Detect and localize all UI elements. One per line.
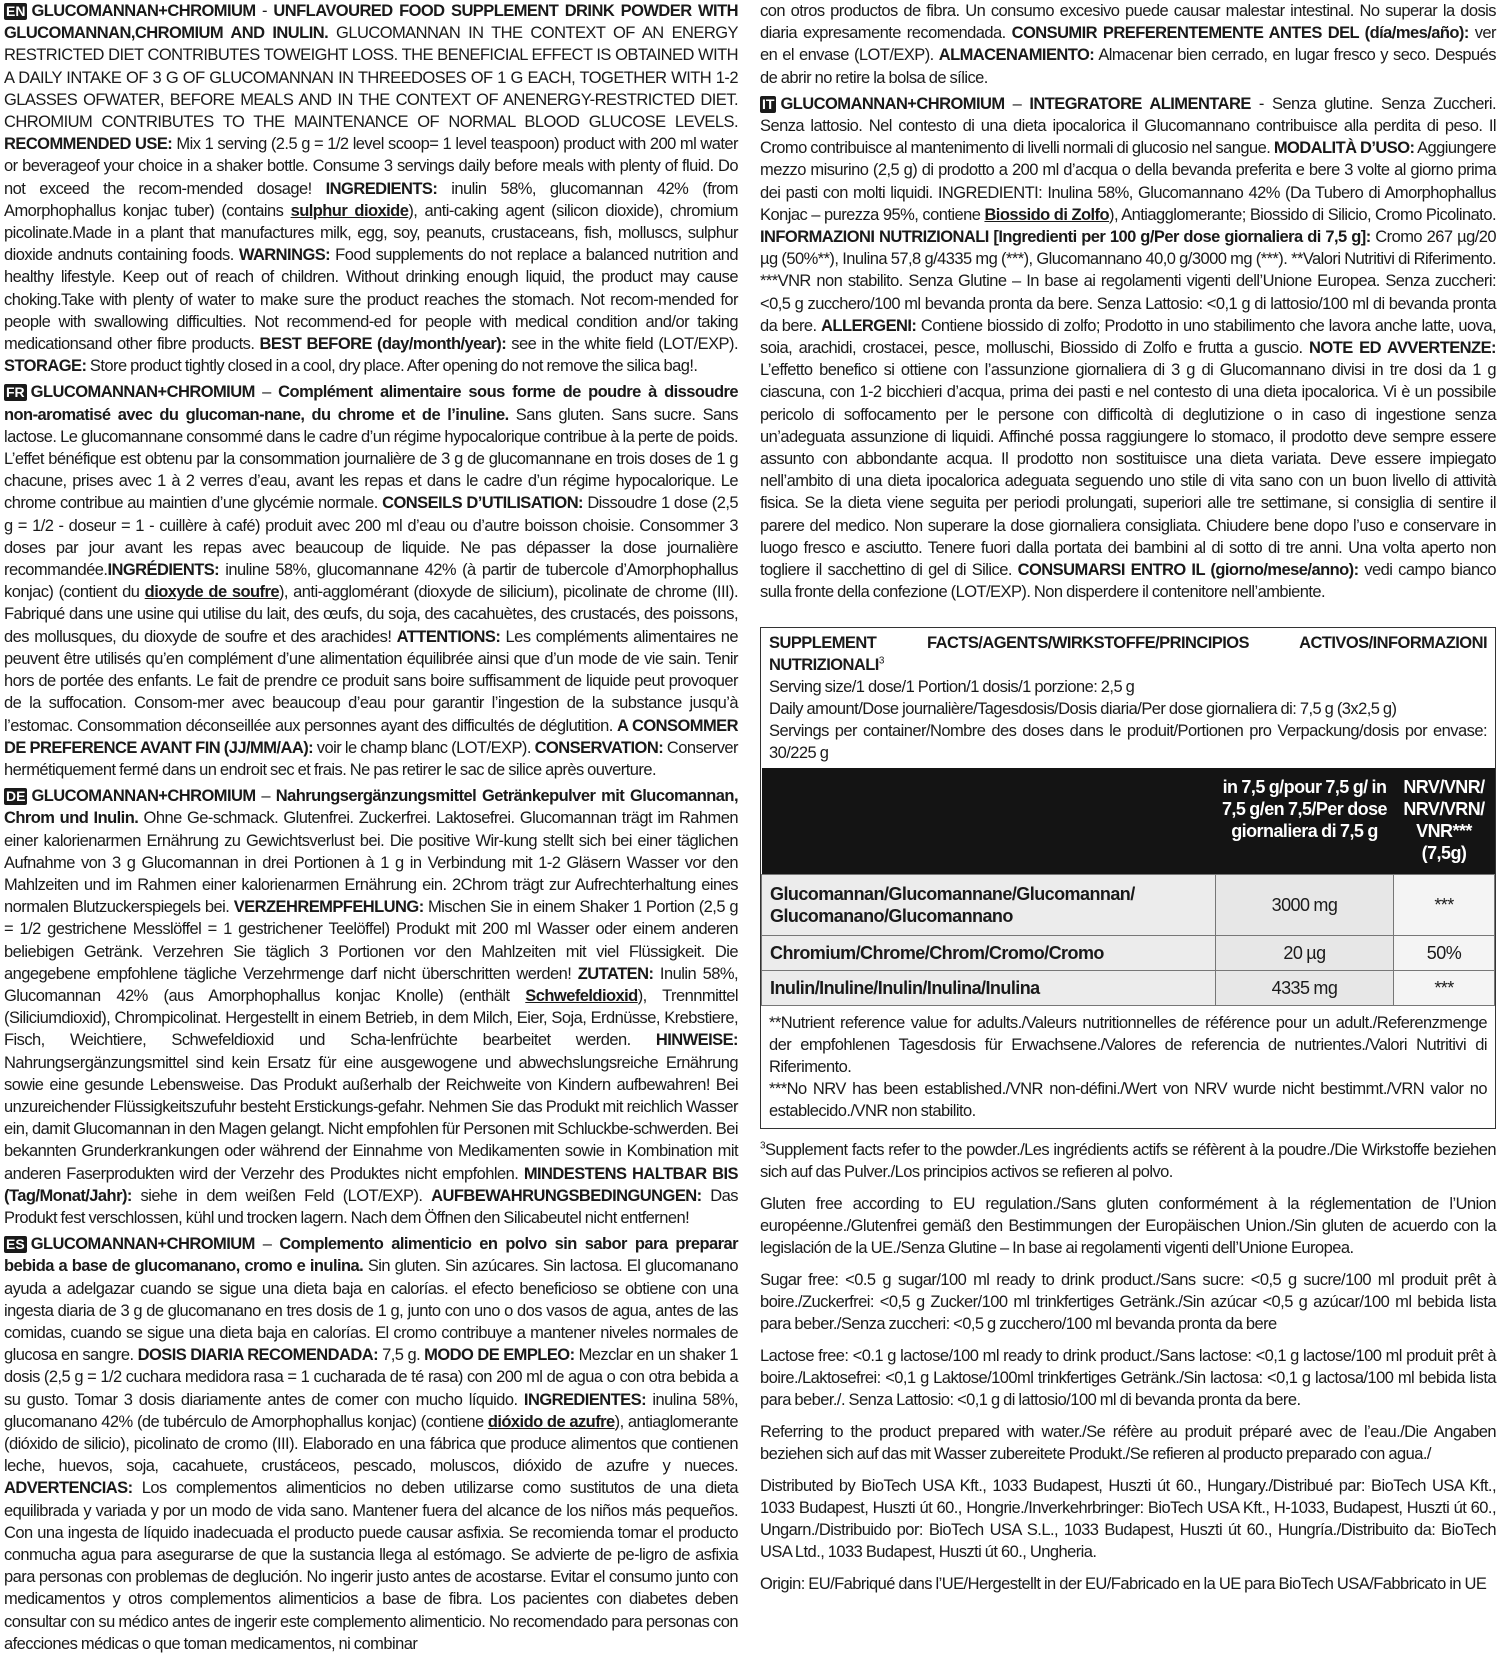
label-notes	[760, 1139, 1496, 1595]
it-heading: ALLERGENI:	[821, 316, 917, 335]
es-text: Mezclar en un shaker 1 dosis (2,5 g = 1/2 cuchara medidora rasa = 1 cucharada de té rasa) con 200 ml de agua o con otra bebida a su gusto. Tomar 3 dosis diariamente antes de comer con mucho líquido.	[4, 1346, 738, 1409]
fr-title: GLUCOMANNAN+CHROMIUM	[30, 383, 255, 402]
es-heading: DOSIS DIARIA RECOMENDADA:	[137, 1346, 379, 1365]
fr-text: inuline 58%, glucomannane 42% (à partir de tubercole d’Amorphophallus konjac) (contient du	[4, 561, 738, 602]
es-continued-paragraph	[760, 0, 1496, 89]
es-subtitle: Complemento alimenticio en polvo sin sabor para preparar bebida a base de glucomanano, cromo e inulina.	[4, 1235, 738, 1276]
ingredient-nrv: ***	[1394, 875, 1495, 936]
fr-text: Les compléments alimentaires ne peuvent être utilisés qu’en complément d’une alimentation équilibrée ainsi que d’un mode de vie sain. Tenir hors de portée des enfants. Le fait de prendre ce produit sans boire suffisamment de liquide peut provoquer de la suffocation. Consom-mer avec beaucoup d’eau pour garantir l’ingestion de la substance jusqu’à l’estomac. Consommation déconseillée aux personnes ayant des difficultés de déglutition.	[4, 627, 738, 735]
note-prepared-with-water: Referring to the product prepared with water./Se réfère au produit préparé avec de l’eau./Die Angaben beziehen sich auf das mit Wasser zubereitete Produkt./Se refieren al producto preparado con agua./	[760, 1423, 1496, 1464]
table-row	[762, 971, 1495, 1006]
en-allergen: sulphur dioxide	[290, 201, 409, 220]
fr-text: Sans gluten. Sans sucre. Sans lactose. Le glucomannane consommé dans le cadre d’un régime hypocalorique contribue à la perte de poids. L’effet bénéfique est obtenu par la consommation journalière de 3 g de glucomannane en trois doses de 1 g chacune, prises avec 1 à 2 verres d’eau, avant les repas et dans le cadre d’un régime hypocalorique. Le chrome contribue au maintien d’une glycémie normale.	[4, 405, 738, 513]
supplement-facts-box	[760, 627, 1496, 1129]
note-powder-text: Supplement facts refer to the powder./Les ingrédients actifs se réfèrent à la poudre./Die Wirkstoffe beziehen sich auf das Pulver./Los principios activos se refieren al polvo.	[760, 1141, 1496, 1182]
es-heading: ALMACENAMIENTO:	[938, 46, 1095, 65]
fr-heading: ATTENTIONS:	[396, 627, 501, 646]
it-text: Cromo 267 µg/20 µg (50%**), Inulina 57,8 g/4335 mg (***), Glucomannano 40,0 g/3000 mg (***). **Valori Nutritivi di Riferimento. ***VNR non stabilito. Senza Glutine – In base ai regolamenti vigenti dell’Unione Europea. Senza zuccheri: <0,5 g zucchero/100 ml bevanda pronta da bere. Senza Lattosio: <0,1 g di lattosio/100 ml di bevanda pronta da bere.	[760, 228, 1496, 335]
de-text: –	[255, 787, 276, 806]
ingredient-amount: 20 µg	[1216, 936, 1394, 971]
de-heading: HINWEISE:	[655, 1031, 738, 1050]
right-column	[760, 0, 1496, 1595]
fr-text: voir le champ blanc (LOT/EXP).	[313, 738, 535, 757]
ingredient-amount: 4335 mg	[1216, 971, 1394, 1006]
section-it	[760, 93, 1496, 604]
en-text: see in the white field (LOT/EXP).	[506, 335, 738, 354]
de-heading: MINDESTENS HALTBAR BIS (Tag/Monat/Jahr):	[4, 1164, 738, 1205]
en-text: Mix 1 serving (2.5 g = 1/2 level scoop= 1 level teaspoon) product with 200 ml water or beverageof your choice in a shaker bottle. Consume 3 servings daily before meals with plenty of fluid. Do not exceed the recom-mended dosage!	[4, 135, 738, 198]
note-sugar-free: Sugar free: <0.5 g sugar/100 ml ready to drink product./Sans sucre: <0,5 g sucre/100 ml produit prêt à boire./Zuckerfrei: <0,5 g Zucker/100 ml trinkfertiges Getränk./Sin azúcar <0,5 g azúcar/100 ml bebida lista para beber./Senza zuccheri: <0,5 g zucchero/100 ml bevanda pronta da bere	[760, 1271, 1496, 1334]
fr-heading: CONSEILS D’UTILISATION:	[382, 494, 584, 513]
es-text: inulina 58%, glucomanano 42% (de tubérculo de Amorphophallus konjac) (contiene	[4, 1390, 738, 1431]
ingredient-nrv: 50%	[1394, 936, 1495, 971]
ingredient-nrv: ***	[1394, 971, 1495, 1006]
es-text: ), antiaglomerante (dióxido de silicio), picolinato de cromo (III). Elaborado en una fábrica que produce alimentos que contienen leche, huevos, soja, cacahuete, crustáceos, pescado, moluscos, dióxido de azufre y nueces.	[4, 1412, 738, 1476]
es-heading: MODO DE EMPLEO:	[424, 1346, 575, 1365]
note-powder	[760, 1139, 1496, 1183]
de-title: GLUCOMANNAN+CHROMIUM	[31, 787, 256, 806]
en-heading: STORAGE:	[4, 357, 87, 376]
lang-badge-es: ES	[6, 1236, 25, 1253]
note-footnote-mark: 3	[760, 1140, 766, 1152]
it-text: Aggiungere mezzo misurino (2,5 g) di prodotto a 200 ml d’acqua o della bevanda preferita e bere 3 volte al giorno prima dei pasti con molti liquidi. INGREDIENTI: Inulina 58%, Glucomannano 42% (Da Tubero di Amorphophallus Konjac – purezza 95%, contiene	[760, 139, 1496, 224]
ingredient-name: Inulin/Inuline/Inulin/Inulina/Inulina	[762, 971, 1216, 1006]
es-text: 7,5 g.	[378, 1346, 425, 1365]
de-text: Mischen Sie in einem Shaker 1 Portion (2,5 g = 1/2 gestrichene Messlöffel = 1 gestrichener Teelöffel) Produkt mit 200 ml Wasser oder einem anderen beliebigen Getränk. Verzehren Sie täglich 3 Portionen vor den Mahlzeiten mit viel Flüssigkeit. Die angegebene empfohlene tägliche Verzehrmenge darf nicht überschritten werden!	[4, 898, 738, 983]
de-paragraph	[4, 785, 738, 1229]
facts-title	[769, 632, 1487, 676]
fr-text: Conserver hermétiquement fermé dans un endroit sec et frais. Ne pas retirer le sac de silice après ouverture.	[4, 738, 738, 779]
fr-allergen: dioxyde de soufre	[144, 583, 279, 602]
fr-heading: CONSERVATION:	[534, 738, 664, 757]
facts-col-nrv: NRV/VNR/ NRV/VRN/ VNR*** (7,5g)	[1394, 768, 1495, 875]
servings-per-container: Servings per container/Nombre des doses dans le produit/Portionen pro Verpackung/dosis por envase: 30/225 g	[769, 722, 1487, 763]
es-heading: CONSUMIR PREFERENTEMENTE ANTES DEL (día/mes/año):	[1011, 24, 1469, 43]
nrv-footnote: **Nutrient reference value for adults./Valeurs nutritionnelles de référence pour un adult./Referenzmenge der empfohlenen Tagesdosis für Erwachsene./Valores de referencia de nutrientes./Valori Nutritivi di Riferimento.	[769, 1014, 1487, 1077]
it-text: ), Antiagglomerante; Biossido di Silicio, Cromo Picolinato.	[1109, 205, 1496, 224]
en-paragraph	[4, 0, 738, 377]
facts-table	[761, 768, 1495, 1006]
es-heading: ADVERTENCIAS:	[4, 1479, 133, 1498]
de-text: Ohne Ge-schmack. Glutenfrei. Zuckerfrei. Laktosefrei. Glucomannan trägt im Rahmen einer kalorienarmen Ernährung zu Gewichtsverlust bei. Die positive Wir-kung stellt sich bei einer täglichen Aufnahme von 3 g Glucomannan in drei Portionen à 1 g in Verbindung mit 1-2 Gläsern Wasser vor den Mahlzeiten und im Rahmen einer kalorienarmen Ernährung ein. 2Chrom trägt zur Aufrechterhaltung eines normalen Blutzuckerspiegels bei.	[4, 809, 738, 917]
lang-badge-fr: FR	[6, 384, 25, 401]
ingredient-amount: 3000 mg	[1216, 875, 1394, 936]
no-nrv-footnote: ***No NRV has been established./VNR non-défini./Wert von NRV wurde nicht bestimmt./VRN valor no establecido./VNR non stabilito.	[769, 1080, 1487, 1121]
de-heading: VERZEHREMPFEHLUNG:	[233, 898, 424, 917]
fr-heading: INGRÉDIENTS:	[107, 561, 220, 580]
de-text: ), Trennmittel (Siliciumdioxid), Chrompicolinat. Hergestellt in einem Betrieb, in dem Milch, Eier, Soja, Erdnüsse, Krebstiere, Fisch, Weichtiere, Schwefeldioxid und Scha-lenfrüchte bearbeitet werden.	[4, 986, 738, 1050]
section-es	[4, 1233, 738, 1655]
fr-heading: A CONSOMMER DE PREFERENCE AVANT FIN (JJ/MM/AA):	[4, 716, 738, 757]
it-heading: NOTE ED AVVERTENZE:	[1309, 339, 1496, 358]
it-subtitle: INTEGRATORE ALIMENTARE	[1029, 94, 1251, 113]
es-text: ver en el envase (LOT/EXP).	[760, 24, 1496, 65]
en-text: Food supplements do not replace a balanced nutrition and healthy lifestyle. Keep out of reach of children. Without drinking enough liquid, the product may cause choking.Take with plenty of water to make sure the product reaches the stomach. Not recom-mended for people with swallowing difficulties. Not recommend-ed for people with medical condition and/or taking medicationsand other fibre products.	[4, 246, 738, 354]
section-es-continued	[760, 0, 1496, 89]
en-text: ), anti-caking agent (silicon dioxide), chromium picolinate.Made in a plant that manufactures milk, egg, soy, peanuts, crustaceans, fish, molluscs, sulphur dioxide andnuts containing foods.	[4, 201, 739, 265]
es-text: Sin gluten. Sin azúcares. Sin lactosa. El glucomanano ayuda a adelgazar cuando se sigue una dieta baja en calorías. el efecto beneficioso se obtiene con una ingesta diaria de 3 g de glucomanano en tres dosis de 1 g, junto con uno o dos vasos de agua, antes de las comidas, cuando se sigue una dieta baja en calorías. El cromo contribuye a mantener niveles normales de glucosa en sangre.	[4, 1257, 739, 1365]
en-text: Store product tightly closed in a cool, dry place. After opening do not remove the silica bag!.	[86, 357, 698, 376]
section-fr	[4, 381, 738, 781]
it-heading: INFORMAZIONI NUTRIZIONALI [Ingredienti per 100 g/Per dose giornaliera di 7,5 g]:	[760, 228, 1371, 247]
en-text: inulin 58%, glucomannan 42% (from Amorphophallus konjac tuber) (contains	[4, 179, 738, 220]
facts-table-header-row	[762, 768, 1495, 875]
es-paragraph	[4, 1233, 738, 1655]
serving-size: Serving size/1 dose/1 Portion/1 dosis/1 porzione: 2,5 g	[769, 678, 1135, 697]
es-allergen: dióxido de azufre	[487, 1412, 615, 1431]
de-text: siehe in dem weißen Feld (LOT/EXP).	[131, 1186, 432, 1205]
it-heading: MODALITÀ D’USO:	[1273, 139, 1415, 158]
it-title: GLUCOMANNAN+CHROMIUM	[780, 94, 1005, 113]
it-text: vedi campo bianco sulla fronte della confezione (LOT/EXP). Non disperdere il contenitore nell’ambiente.	[760, 561, 1496, 602]
de-heading: ZUTATEN:	[577, 964, 654, 983]
es-heading: INGREDIENTES:	[523, 1390, 647, 1409]
de-text: Nahrungsergänzungsmittel sind kein Ersatz für eine ausgewogene und abwechslungsreiche Ernährung sowie eine gesunde Lebensweise. Das Produkt außerhalb der Reichweite von Kindern aufbewahren! Bei unzureichender Flüssigkeitszufuhr besteht Erstickungs-gefahr. Nehmen Sie das Produkt mit reichlich Wasser ein, damit Glucomannan in den Magen gelangt. Nicht empfohlen für Personen mit Schluckbe-schwerden. Bei bekannten Grunderkrankungen oder während der Einnahme von Medikamenten sowie in Kombination mit anderen Faserprodukten wird der Verzehr des Produktes nicht empfohlen.	[4, 1053, 738, 1183]
ingredient-name: Glucomannan/Glucomannane/Glucomannan/ Glucomanano/Glucomannano	[762, 875, 1216, 936]
facts-footnotes	[761, 1006, 1495, 1128]
en-heading: RECOMMENDED USE:	[4, 135, 173, 154]
lang-badge-de: DE	[6, 788, 26, 805]
es-text: con otros productos de fibra. Un consumo excesivo puede causar malestar intestinal. No superar la dosis diaria expresamente recomendada.	[760, 2, 1496, 43]
note-lactose-free: Lactose free: <0.1 g lactose/100 ml ready to drink product./Sans lactose: <0,1 g lactose/100 ml produit prêt à boire./Laktosefrei: <0,1 g Laktose/100ml trinkfertiges Getränk./Sin lactosa: <0,1 g lactosa/100 ml bebida lista para beber./. Senza Lattosio: <0,1 g di lattosio/100 ml di bevanda pronta da bere.	[760, 1347, 1496, 1410]
table-row	[762, 875, 1495, 936]
note-origin: Origin: EU/Fabriqué dans l’UE/Hergestellt in der EU/Fabricado en la UE para BioTech USA/Fabbricato in UE	[760, 1575, 1487, 1594]
fr-text: ), anti-agglomérant (dioxyde de silicium), picolinate de chrome (III). Fabriqué dans une usine qui utilise du lait, des œufs, du soja, des cacahuètes, des crustacés, des poissons, des mollusques, du dioxyde de soufre et des arachides!	[4, 583, 739, 646]
de-text: Das Produkt fest verschlossen, kühl und trocken lagern. Nach dem Öffnen den Silicabeutel nicht entfernen!	[4, 1186, 738, 1227]
daily-amount: Daily amount/Dose journalière/Tagesdosis/Dosis diaria/Per dose giornaliera di: 7,5 g (3x2,5 g)	[769, 700, 1397, 719]
section-en	[4, 0, 738, 377]
facts-header	[761, 628, 1495, 768]
it-text: L’effetto benefico si ottiene con l’assunzione giornaliera di 3 g di Glucomannano divisi in tre dosi da 1 g ciascuna, con 1-2 bicchieri d’acqua, prima dei pasti e nel contesto di una dieta ipocalorica. Vi è un possibile pericolo di soffocamento per le persone con difficoltà di deglutizione o in caso di ingestione senza un’adeguata assunzione di liquidi. Affinché possa raggiungere lo stomaco, il prodotto deve sempre essere assunto con abbondante acqua. Il prodotto non sostituisce una dieta variata. Deve essere impiegato nell’ambito di una dieta ipocalorica adeguata seguendo uno stile di vita sano con un buon livello di attività fisica. Se la dieta viene seguita per periodi prolungati, superiori alle tre settimane, si consiglia di sentire il parere del medico. Non superare la dose giornaliera consigliata. Chiudere bene dopo l’uso e conservare in luogo fresco e asciutto. Tenere fuori dalla portata dei bambini al di sotto di tre anni. Una volta aperto non togliere il sacchettino di gel di Silice.	[760, 361, 1496, 580]
ingredient-name: Chromium/Chrome/Chrom/Cromo/Cromo	[762, 936, 1216, 971]
facts-title-footnote-mark: 3	[878, 655, 884, 667]
it-allergen: Biossido di Zolfo	[984, 205, 1110, 224]
section-de	[4, 785, 738, 1229]
it-heading: CONSUMARSI ENTRO IL (giorno/mese/anno):	[1017, 561, 1359, 580]
note-distributor: Distributed by BioTech USA Kft., 1033 Budapest, Huszti út 60., Hungary./Distribué par: BioTech USA Kft., 1033 Budapest, Huszti út 60., Hongrie./Inverkehrbringer: BioTech USA Kft., H-1033, Budapest, Huszti út 60., Ungarn./Distribuido por: BioTech USA S.L., 1033 Budapest, Huszti út 60., Hungría./Distribuito da: BioTech USA Ltd., 1033 Budapest, Huszti út 60., Ungheria.	[760, 1477, 1496, 1562]
de-allergen: Schwefeldioxid	[525, 986, 638, 1005]
en-text: -	[255, 2, 274, 20]
fr-subtitle: Complément alimentaire sous forme de poudre à dissoudre non-aromatisé avec du glucoman-nane, du chrome et de l’inuline.	[4, 383, 738, 424]
en-heading: INGREDIENTS:	[325, 179, 438, 198]
es-text: Los complementos alimenticios no deben utilizarse como sustitutos de una dieta equilibrada y variada y por un modo de vida sano. Mantener fuera del alcance de los niños más pequeños. Con una ingesta de líquido inadecuada el producto puede causar asfixia. Se recomienda tomar el producto conmucha agua para asegurarse de que la sustancia llega al estómago. Se advierte de pe-ligro de asfixia para personas con problemas de deglución. No ingerir justo antes de acostarse. Evitar el consumo junto con medicamentos y otros complementos alimenticios a base de fibra. Los pacientes con diabetes deben consultar con su médico antes de ingerir este complemento alimenticio. No recomendado para personas con afecciones médicas o que toman medicamentos, ni combinar	[4, 1479, 738, 1653]
it-text: Contiene biossido di zolfo; Prodotto in uno stabilimento che lavora anche latte, uova, soia, arachidi, crostacei, pesce, molluschi, Biossido di Zolfo e frutta a guscio.	[760, 316, 1496, 358]
de-heading: AUFBEWAHRUNGSBEDINGUNGEN:	[431, 1186, 702, 1205]
facts-col-amount: in 7,5 g/pour 7,5 g/ in 7,5 g/en 7,5/Per dose giornaliera di 7,5 g	[1216, 768, 1394, 875]
facts-title-text: SUPPLEMENT FACTS/AGENTS/WIRKSTOFFE/PRINCIPIOS ACTIVOS/INFORMAZIONI NUTRIZIONALI	[769, 634, 1487, 675]
en-title: GLUCOMANNAN+CHROMIUM	[31, 2, 256, 20]
lang-badge-en: EN	[6, 3, 26, 19]
it-text: - Senza glutine. Senza Zuccheri. Senza lattosio. Nel contesto di una dieta ipocalorica il Glucomannano contribuisce alla perdita di peso. Il Cromo contribuisce al mantenimento di livelli normali di glucosio nel sangue.	[760, 94, 1496, 158]
table-row	[762, 936, 1495, 971]
en-heading: BEST BEFORE (day/month/year):	[259, 335, 507, 354]
fr-text: –	[254, 383, 279, 402]
en-text: GLUCOMANNAN IN THE CONTEXT OF AN ENERGY RESTRICTED DIET CONTRIBUTES TOWEIGHT LOSS. THE BENEFICIAL EFFECT IS OBTAINED WITH A DAILY INTAKE OF 3 G OF GLUCOMANNAN IN THREEDOSES OF 1 G EACH, TOGETHER WITH 1-2 GLASSES OFWATER, BEFORE MEALS AND IN THE CONTEXT OF ANENERGY-RESTRICTED DIET. CHROMIUM CONTRIBUTES TO THE MAINTENANCE OF NORMAL BLOOD GLUCOSE LEVELS.	[4, 24, 738, 132]
fr-paragraph	[4, 381, 738, 781]
it-paragraph	[760, 93, 1496, 604]
note-gluten-free: Gluten free according to EU regulation./Sans gluten conformément à la réglementation de l’Union européenne./Glutenfrei gemäß den Bestimmungen der Europäischen Union./Sin gluten de acuerdo con la legislación de la UE./Senza Glutine – In base ai regolamenti vigenti dell’Unione Europea.	[760, 1195, 1496, 1258]
facts-col-blank	[762, 768, 1216, 875]
es-text: –	[254, 1235, 280, 1254]
en-heading: WARNINGS:	[238, 246, 331, 265]
lang-badge-it: IT	[762, 95, 775, 112]
es-title: GLUCOMANNAN+CHROMIUM	[30, 1235, 255, 1254]
de-subtitle: Nahrungsergänzungsmittel Getränkepulver mit Glucomannan, Chrom und Inulin.	[4, 787, 738, 828]
left-column	[4, 0, 738, 1659]
fr-text: Dissoudre 1 dose (2,5 g = 1/2 - doseur = 1 - cuillère à café) produit avec 200 ml d’eau ou d’autre boisson choisie. Consommer 3 doses par jour avant les repas avec beaucoup de liquide. Ne pas dépasser la dose journalière recommandée.	[4, 494, 738, 580]
es-text: Almacenar bien cerrado, en lugar fresco y seco. Después de abrir no retire la bolsa de sílice.	[760, 46, 1496, 87]
it-text: –	[1004, 94, 1030, 113]
de-text: Inulin 58%, Glucomannan 42% (aus Amorphophallus konjac Knolle) (enthält	[4, 964, 739, 1005]
en-subtitle: UNFLAVOURED FOOD SUPPLEMENT DRINK POWDER WITH GLUCOMANNAN,CHROMIUM AND INULIN.	[4, 2, 738, 43]
